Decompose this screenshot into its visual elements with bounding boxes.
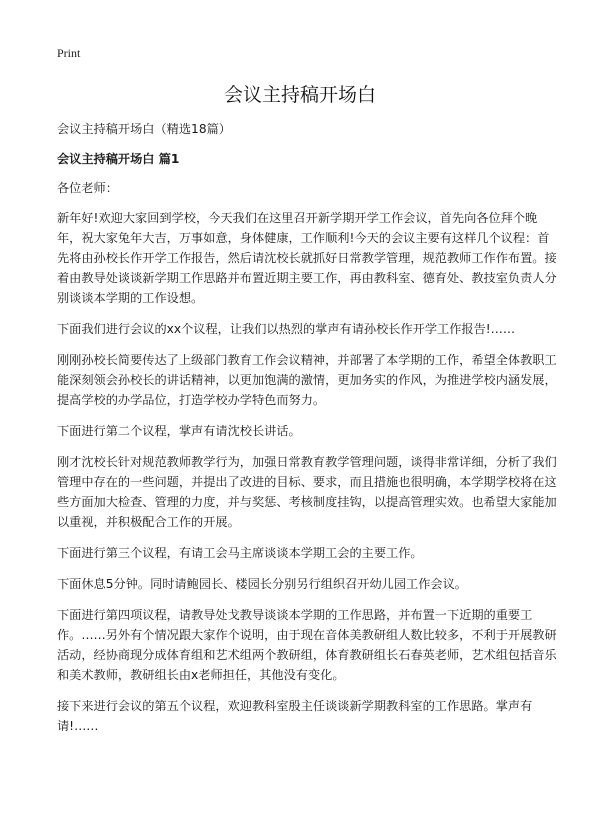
paragraph-5: 刚才沈校长针对规范教师教学行为，加强日常教育教学管理问题，谈得非常详细，分析了我们管理中存在的一些问题，并提出了改进的目标、要求，而且措施也很明确，本学期学校将在这些方面加大检查、管理的力度，并与奖惩、考核制度挂钩，以提高管理实效。也希望大家能加以重视，并积极配合工作的开展。 <box>57 455 557 529</box>
paragraph-4: 下面进行第二个议程，掌声有请沈校长讲话。 <box>57 424 301 438</box>
paragraph-2: 下面我们进行会议的xx个议程，让我们以热烈的掌声有请孙校长作开学工作报告!…… <box>57 322 516 336</box>
paragraph-6: 下面进行第三个议程，有请工会马主席谈谈本学期工会的主要工作。 <box>57 546 423 560</box>
document-subtitle: 会议主持稿开场白（精选18篇） <box>57 122 231 136</box>
salutation: 各位老师： <box>57 181 118 195</box>
print-link[interactable]: Print <box>57 46 81 60</box>
paragraph-1: 新年好!欢迎大家回到学校，今天我们在这里召开新学期开学工作会议，首先向各位拜个晚年，祝大家兔年大吉，万事如意，身体健康，工作顺利!今天的会议主要有这样几个议程：首先将由孙校长作开学工作报告，然后请沈校长就抓好日常教学管理，规范教师工作作布置。接着由教导处谈谈新学期工作思路并布置近期主要工作，再由教科室、德育处、教技室负责人分别谈谈本学期的工作设想。 <box>57 211 557 305</box>
paragraph-3: 刚刚孙校长简要传达了上级部门教育工作会议精神，并部署了本学期的工作，希望全体教职工能深刻领会孙校长的讲话精神，以更加饱满的激情，更加务实的作风，为推进学校内涵发展，提高学校的办学品位，打造学校办学特色而努力。 <box>57 353 557 407</box>
document-body <box>57 119 557 747</box>
paragraph-7: 下面休息5分钟。同时请鲍园长、楼园长分别另行组织召开幼儿园工作会议。 <box>57 577 467 591</box>
section-heading: 会议主持稿开场白 篇1 <box>57 152 180 166</box>
page-title: 会议主持稿开场白 <box>223 84 376 106</box>
paragraph-8: 下面进行第四项议程，请教导处戈教导谈谈本学期的工作思路，并布置一下近期的重要工作。……另外有个情况跟大家作个说明，由于现在音体美教研组人数比较多，不利于开展教研活动，经协商现分成体育组和艺术组两个教研组，体育教研组长石春英老师，艺术组包括音乐和美术教师，教研组长由x老师担任，其他没有变化。 <box>57 608 557 682</box>
paragraph-9: 接下来进行会议的第五个议程，欢迎教科室殷主任谈谈新学期教科室的工作思路。掌声有请!…… <box>57 699 533 733</box>
